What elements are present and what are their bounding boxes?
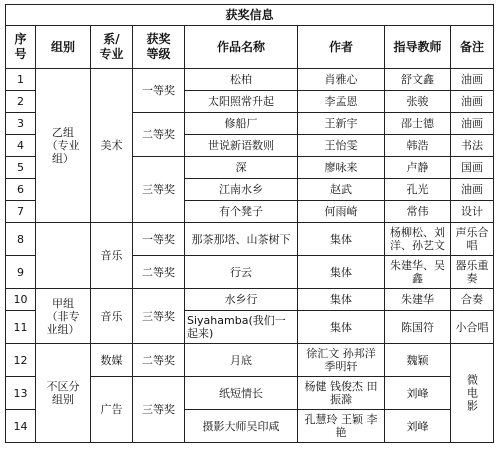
cell-note: 油画 [451,179,494,201]
cell-teacher: 卢静 [385,157,451,179]
cell-teacher: 韩浩 [385,135,451,157]
cell-note: 书法 [451,135,494,157]
level-cell: 三等奖 [133,157,185,223]
cell-seq: 3 [6,113,36,135]
cell-note: 设计 [451,201,494,223]
table-row [6,223,494,256]
cell-work: 松柏 [185,69,298,91]
cell-note: 油画 [451,69,494,91]
table-row [6,289,494,311]
award-table [5,4,494,443]
cell-seq: 8 [6,223,36,256]
cell-seq: 13 [6,377,36,410]
cell-teacher: 邵士德 [385,113,451,135]
cell-author: 廖咏来 [298,157,385,179]
cell-teacher: 杨柳松、刘洋、孙艺文 [385,223,451,256]
level-cell: 一等奖 [133,223,185,256]
cell-note: 器乐重奏 [451,256,494,289]
cell-teacher: 朱建华 [385,289,451,311]
cell-note: 合奏 [451,289,494,311]
cell-author: 赵武 [298,179,385,201]
level-cell: 二等奖 [133,256,185,289]
cell-work: 深 [185,157,298,179]
table-row [6,69,494,91]
cell-note: 国画 [451,157,494,179]
group-cell: 乙组 （专业 组） [36,69,91,223]
cell-author: 徐汇文 孙邦洋 季明轩 [298,344,385,377]
dept-cell: 音乐 [91,223,133,289]
cell-teacher: 张骏 [385,91,451,113]
cell-work: 世说新语数则 [185,135,298,157]
level-cell: 一等奖 [133,69,185,113]
cell-teacher: 孔光 [385,179,451,201]
dept-cell: 数媒 [91,344,133,377]
cell-work: 有个凳子 [185,201,298,223]
cell-note: 小合唱 [451,311,494,344]
cell-author: 肖雅心 [298,69,385,91]
dept-cell: 广告 [91,377,133,443]
table-row [6,344,494,377]
cell-author: 王怡雯 [298,135,385,157]
cell-seq: 9 [6,256,36,289]
cell-teacher: 刘峰 [385,377,451,410]
cell-teacher: 常伟 [385,201,451,223]
header-dept: 系/ 专业 [91,26,133,69]
cell-seq: 1 [6,69,36,91]
cell-seq: 6 [6,179,36,201]
cell-seq: 2 [6,91,36,113]
header-seq: 序 号 [6,26,36,69]
cell-author: 王新宇 [298,113,385,135]
cell-author: 集体 [298,289,385,311]
dept-cell: 美术 [91,69,133,223]
cell-work: 纸短情长 [185,377,298,410]
cell-work: 月底 [185,344,298,377]
cell-seq: 11 [6,311,36,344]
cell-teacher: 朱建华、吴鑫 [385,256,451,289]
level-cell: 二等奖 [133,344,185,377]
cell-author: 集体 [298,256,385,289]
cell-author: 集体 [298,311,385,344]
cell-teacher: 陈国符 [385,311,451,344]
group-cell: 甲组 （非专 业组） [36,289,91,344]
cell-seq: 10 [6,289,36,311]
dept-cell: 音乐 [91,289,133,344]
group-cell: 不区分 组别 [36,344,91,443]
cell-teacher: 舒文鑫 [385,69,451,91]
cell-note: 声乐合唱 [451,223,494,256]
level-cell: 三等奖 [133,377,185,443]
cell-seq: 14 [6,410,36,443]
cell-work: 太阳照常升起 [185,91,298,113]
cell-seq: 7 [6,201,36,223]
cell-teacher: 魏颖 [385,344,451,377]
cell-work: 江南水乡 [185,179,298,201]
header-group: 组别 [36,26,91,69]
header-teacher: 指导教师 [385,26,451,69]
level-cell: 二等奖 [133,113,185,157]
header-note: 备注 [451,26,494,69]
cell-work [185,311,298,344]
cell-author: 何雨崎 [298,201,385,223]
cell-work: 修船厂 [185,113,298,135]
cell-work: 水乡行 [185,289,298,311]
cell-seq: 12 [6,344,36,377]
cell-note: 油画 [451,91,494,113]
header-author: 作者 [298,26,385,69]
level-cell: 三等奖 [133,289,185,344]
header-work: 作品名称 [185,26,298,69]
cell-teacher: 刘峰 [385,410,451,443]
cell-work: 那茶那塔、山茶树下 [185,223,298,256]
cell-author: 集体 [298,223,385,256]
cell-work: 行云 [185,256,298,289]
cell-seq: 5 [6,157,36,179]
header-level: 获奖 等级 [133,26,185,69]
cell-work: 摄影大师吴印咸 [185,410,298,443]
cell-author: 杨健 钱俊杰 田振滁 [298,377,385,410]
cell-seq: 4 [6,135,36,157]
table-title: 获奖信息 [6,5,494,26]
cell-author: 孔慧玲 王颖 李艳 [298,410,385,443]
cell-author: 李孟恩 [298,91,385,113]
cell-note: 油画 [451,113,494,135]
group-cell-continued [36,223,91,289]
work-title-text: Siyahamba(我们一起来) [187,314,286,340]
note-merged: 微电影 [451,344,494,443]
